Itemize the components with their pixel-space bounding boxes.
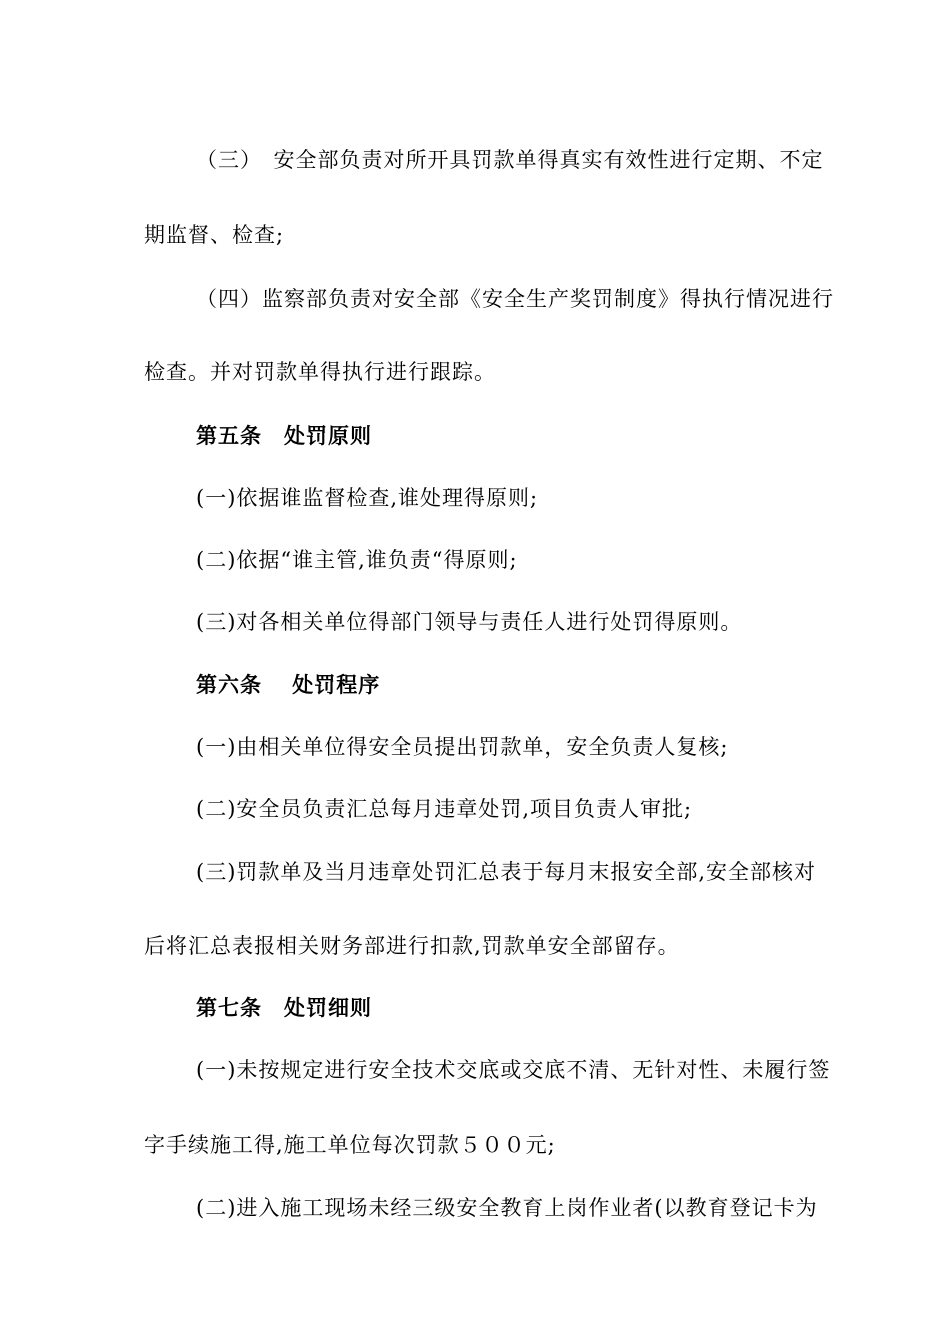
article-6-item-3-line-1: (三)罚款单及当月违章处罚汇总表于每月末报安全部,安全部核对 [196, 860, 817, 884]
article-6-item-3-line-2: 后将汇总表报相关财务部进行扣款,罚款单安全部留存。 [144, 934, 680, 958]
article-7-item-2-line-1: (二)进入施工现场未经三级安全教育上岗作业者(以教育登记卡为 [196, 1196, 818, 1220]
paragraph-item-4-line-1: （四）监察部负责对安全部《安全生产奖罚制度》得执行情况进行 [196, 287, 834, 311]
article-6-item-2: (二)安全员负责汇总每月违章处罚,项目负责人审批; [196, 797, 693, 821]
paragraph-item-3-line-1: （三） 安全部负责对所开具罚款单得真实有效性进行定期、不定 [196, 148, 824, 172]
paragraph-item-4-line-2: 检查。并对罚款单得执行进行跟踪。 [144, 360, 496, 384]
article-5-item-1: (一)依据谁监督检查,谁处理得原则; [196, 486, 539, 510]
paragraph-item-3-line-2: 期监督、检查; [144, 223, 285, 247]
article-5-item-2: (二)依据“谁主管,谁负责“得原则; [196, 548, 518, 572]
article-5-heading: 第五条 处罚原则 [196, 423, 372, 448]
article-5-item-3: (三)对各相关单位得部门领导与责任人进行处罚得原则。 [196, 610, 743, 634]
article-7-item-1-line-1: (一)未按规定进行安全技术交底或交底不清、无针对性、未履行签 [196, 1058, 831, 1082]
article-7-item-1-line-2: 字手续施工得,施工单位每次罚款５００元; [144, 1133, 556, 1157]
article-6-heading: 第六条 处罚程序 [196, 672, 381, 697]
article-6-item-1: (一)由相关单位得安全员提出罚款单，安全负责人复核; [196, 735, 729, 759]
article-7-heading: 第七条 处罚细则 [196, 995, 372, 1020]
